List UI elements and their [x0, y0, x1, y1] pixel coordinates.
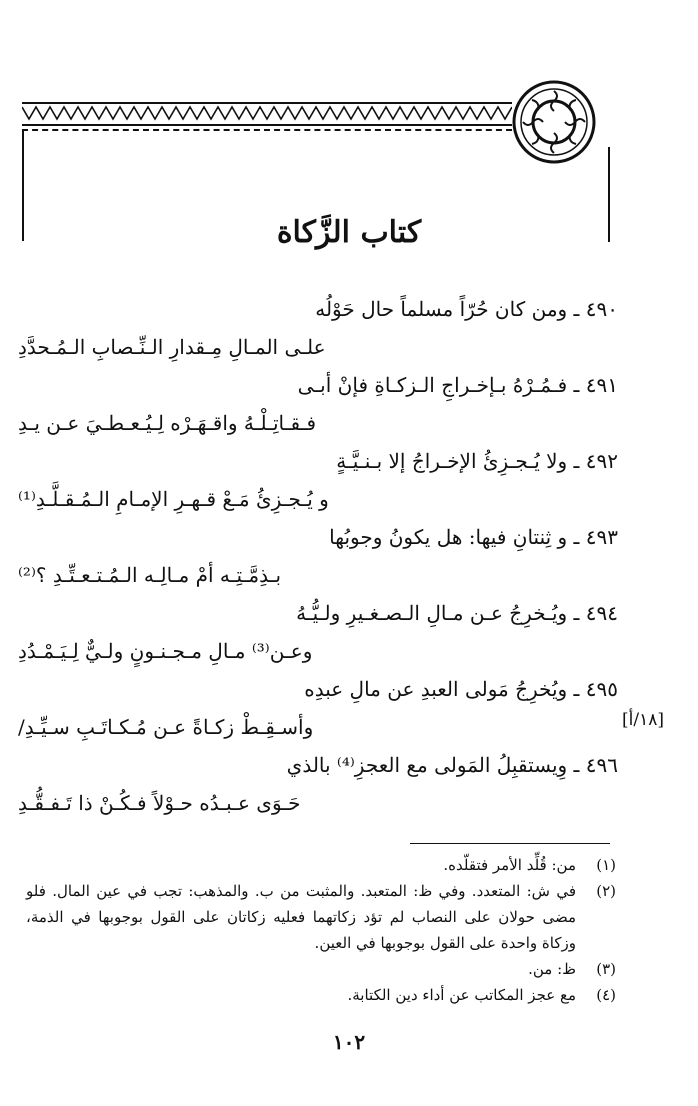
- chapter-title: كتاب الزَّكاة: [276, 215, 422, 250]
- verse-492-first: ٤٩٢ ـ ولا يُـجـزِئُ الإخـراجُ إلا بـنـيَّـةٍ: [336, 449, 618, 473]
- verse-492-second: و يُـجـزِئُ مَـعْ قـهـرِ الإمـامِ الـمُـقـلَّـدِ⁽¹⁾: [18, 487, 329, 511]
- verse-495-first: ٤٩٥ ـ ويُخرِجُ مَولى العبدِ عن مالِ عبدِه: [304, 677, 618, 701]
- manuscript-folio-ref: [١٨/أ]: [622, 710, 664, 730]
- footnote: [26, 878, 616, 956]
- verse-490-second: علـى المـالِ مِـقدارِ الـنِّـصابِ الـمُـحدَّدِ: [18, 335, 326, 359]
- dashed-rule: [22, 129, 512, 131]
- verse-491-second: فـقـاتِـلْـهُ واقـهَـرْه لِـيُـعـطـيَ عـن يـدِ: [18, 411, 317, 435]
- footnote-number: (٢): [596, 882, 616, 900]
- footnote-text: في ش: المتعدد. وفي ظ: المتعبد. والمثبت من ب. والمذهب: تجب في عين المال. فلو مضى حولان على النصاب لم تؤد زكاتهما فعليه زكاتان على القول بوجوبها في الذمة، وزكاة واحدة على القول بوجوبها في العين.: [26, 882, 576, 952]
- zigzag-border: [22, 102, 512, 126]
- page-number: ١٠٢: [332, 1030, 366, 1054]
- verse-491-first: ٤٩١ ـ فـمُـرْهُ بـإخـراجِ الـزكـاةِ فإنْ أبـى: [297, 373, 618, 397]
- verse-495-second: وأسـقِـطْ زكـاةً عـن مُـكـاتَـبِ سـيِّـدِ/: [18, 715, 314, 739]
- footnote-text: ظ: من.: [528, 960, 576, 978]
- footnote-separator: [410, 843, 610, 844]
- verse-496-second: حَـوَى عـبـدُه حـوْلاً فـكُـنْ ذا تَـفـقُّـدِ: [18, 791, 301, 815]
- footnote-text: مع عجز المكاتب عن أداء دين الكتابة.: [347, 986, 576, 1004]
- footnote: [26, 852, 616, 878]
- footnote-text: من: قُلِّد الأمر فتقلّده.: [443, 856, 576, 874]
- verse-493-first: ٤٩٣ ـ و ثِنتانِ فيها: هل يكونُ وجوبُها: [329, 525, 618, 549]
- verse-493-second: بـذِمَّـتِـه أمْ مـالِـه الـمُـتـعـتِّـدِ ؟⁽²⁾: [18, 563, 282, 587]
- footnote: [26, 956, 616, 982]
- verse-496-first: ٤٩٦ ـ وِيستقبِلُ المَولى مع العجزِ⁽⁴⁾ بالذي: [286, 753, 618, 777]
- footnote-number: (٣): [596, 960, 616, 978]
- poem-verses: [18, 290, 618, 822]
- footnote-number: (٤): [596, 986, 616, 1004]
- verse-494-first: ٤٩٤ ـ ويُـخرِجُ عـن مـالِ الـصـغـيرِ ولـيُّـهُ: [296, 601, 618, 625]
- verse-494-second: وعـن⁽³⁾ مـالِ مـجـنـونٍ ولـيٌّ لِـيَـمْـدُدِ: [18, 639, 313, 663]
- footnotes: [26, 852, 616, 1008]
- medallion-ornament-icon: [512, 80, 596, 164]
- footnote-number: (١): [596, 856, 616, 874]
- verse-490-first: ٤٩٠ ـ ومن كان حُرّاً مسلماً حال حَوْلُه: [315, 297, 618, 321]
- footnote: [26, 982, 616, 1008]
